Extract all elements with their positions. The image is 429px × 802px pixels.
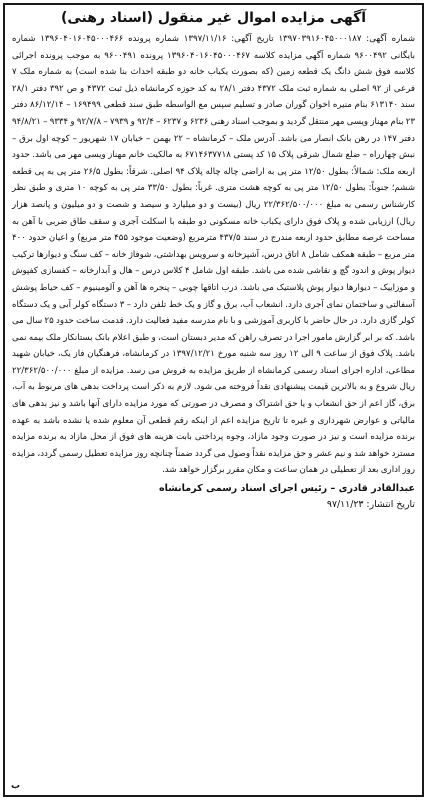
auction-notice	[3, 3, 424, 797]
publish-date: تاریخ انتشار: ۹۷/۱۱/۲۳	[326, 499, 415, 511]
notice-title: آگهی مزایده اموال غیر منقول (اسناد رهنی)	[60, 10, 367, 26]
notice-body: شماره آگهی: ۱۳۹۷۰۳۹۱۶۰۴۵۰۰۰۱۸۷ تاریخ آگهی: ۱۳۹۷/۱۱/۱۶ شماره پرونده ۱۳۹۶۰۴۰۱۶۰۴۵۰۰۰۴۶۶ شماره بایگانی ۹۶۰۰۴۹۲ شماره آگهی مزایده کلاسه ۱۳۹۶۰۴۰۱۶۰۴۵۰۰۰۴۶۷ پرونده ۹۶۰۰۴۹۱ به موجب پرونده اجرائی کلاسه فوق شش دانگ یک قطعه زمین (که بصورت یکباب خانه دو طبقه احداث بنا شده است) به شماره ملک ۷ فرعی از ۹۲ اصلی به شماره ثبت ملک ۴۳۷۲ دفتر ۲۸/۱ به کد حوزه کرمانشاه ذیل ثبت ۴۳۷۲ و ص ۳۹۲ دفتر ۲۸/۱ سند ۶۱۳۱۴۰ بنام منیره اخوان گوران صادر و تسلیم سپس مع الواسطه طبق سند قطعی ۱۶۹۴۹۹ – ۸۶/۱۲/۱۴ دفتر ۲۳ بنام مهناز ویسی مهر منتقل گردید و بموجب اسناد رهنی ۶۲۳۶ و ۶۲۳۷ – ۹۲/۴ و ۷۹۳۹ – ۹۲/۷/۸ و ۹۳۳۴ – ۹۴/۸/۲۱ دفتر ۱۴۷ در رهن بانک انصار می باشد. آدرس ملک – کرمانشاه – ۲۲ بهمن – خیابان ۱۷ شهریور – کوچه اول برق – نبش چهارراه – ضلع شمال شرقی پلاک ۱۵ کد پستی ۶۷۱۴۶۳۷۷۱۸ به مالکیت خانم مهناز ویسی مهر می باشد. حدود اربعه ملک: شمالاً: بطول ۱۲/۵۰ متر پی به اراضی چاله چاله پلاک ۹۴ اصلی. شرقاً: بطول ۲۶/۵ متر پی به پی قطعه ششم؛ جنوباً: بطول ۱۲/۵۰ متر پی به کوچه هشت متری. غرباً: بطول ۳۳/۵۰ متر پی به کوچه ۱۰ متری و طبق نظر کارشناس رسمی به مبلغ ۲۲/۳۶۲/۵۰۰/۰۰۰ ریال (بیست و دو میلیارد و سیصد و شصت و دو میلیون و پانصد هزار ریال) ارزیابی شده و پلاک فوق دارای یکباب خانه مسکونی دو طبقه با اسکلت آجری و سقف طاق ضربی با آهن به مساحت عرصه مطابق حدود اربعه مندرج در سند ۴۳۷/۵ مترمربع (وضعیت موجود ۴۵۵ متر مربع) و اعیان حدود ۴۰۰ متر مربع – طبقه همکف شامل ۸ اتاق درس، آشپزخانه و سرویس بهداشتی، شوفاژ خانه – کف سنگ و دیوارها ترکیب دیوار پوش و اندود گچ و نقاشی شده می باشد. طبقه اول شامل ۴ کلاس درس – هال و آبدارخانه – کفسازی کفپوش و موزاییک – دیوارها دیوار پوش پلاستیک می باشد. درب اتاقها چوبی – پنجره ها آهن و آلومینیوم – کف حیاط پوشش آسفالتی و ساختمان نمای آجری دارد. انشعاب آب، برق و گاز و یک خط تلفن دارد – ۳ دستگاه کولر آبی و یک دستگاه کولر گازی دارد. در حال حاضر با کاربری آموزشی و با نام مدرسه مفید فعالیت دارد. قدمت ساخت حدود ۲۵ سال می باشد. که بر ابر گزارش مامور اجرا در تصرف راهن که مدیر دبستان است، و طبق اعلام بانک بستانکار ملک بیمه نمی باشد. پلاک فوق از ساعت ۹ الی ۱۲ روز سه شنبه مورخ ۱۳۹۷/۱۲/۲۱ در کرمانشاه، فرهنگیان فاز یک، خیابان شهید مطاعی، اداره اجرای اسناد رسمی کرمانشاه از طریق مزایده به فروش می رسد. مزایده از مبلغ ۲۲/۳۶۲/۵۰۰/۰۰۰ ریال شروع و به بالاترین قیمت پیشنهادی نقداً فروخته می شود. لازم به ذکر است پرداخت بدهی های مربوط به آب، برق، گاز اعم از حق انشعاب و یا حق اشتراک و مصرف در صورتی که مورد مزایده دارای آنها باشد و نیز بدهی های مالیاتی و عوارض شهرداری و غیره تا تاریخ مزایده اعم از اینکه رقم قطعی آن معلوم شده یا نشده باشد به عهده برنده مزایده است و نیز در صورت وجود مازاد، وجوه پرداختی بابت هزینه های فوق از محل مازاد به برنده مزایده مسترد خواهد شد و نیم عشر و حق مزایده نقداً وصول می گردد ضمناً چنانچه روز مزایده تعطیل رسمی گردد، مزایده روز اداری بعد از تعطیلی در همان ساعت و مکان مقرر برگزار خواهد شد.	[12, 34, 416, 476]
corner-mark: ب	[11, 781, 21, 791]
notice-signature: عبدالقادر قادری – رئیس اجرای اسناد رسمی کرمانشاه	[159, 483, 415, 495]
